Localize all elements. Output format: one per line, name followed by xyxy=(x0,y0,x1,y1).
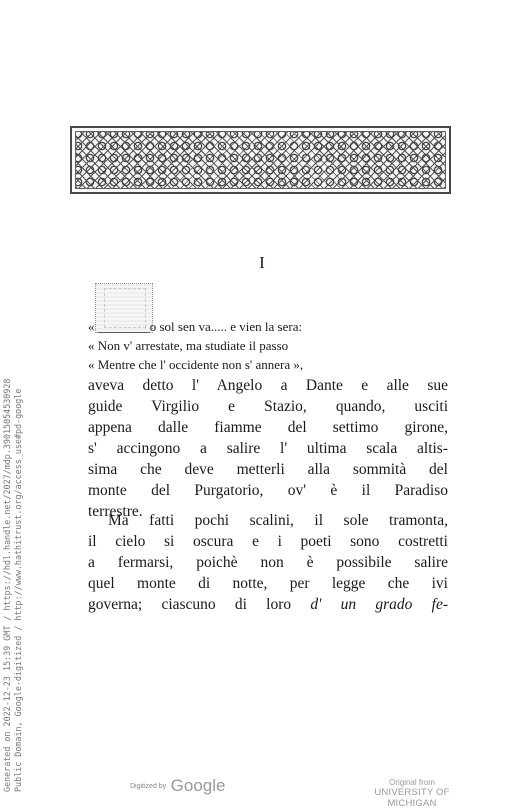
paragraph-2-line xyxy=(88,594,448,615)
paragraph-2 xyxy=(88,510,448,615)
digitized-by-badge xyxy=(130,776,225,796)
provenance-watermark xyxy=(2,379,24,792)
original-from-label: Original from xyxy=(389,778,435,787)
verse-line-1: « ________o sol sen va..... e vien la sera: xyxy=(88,319,303,334)
paragraph-1-line: monte del Purgatorio, ov' è il Paradiso xyxy=(88,482,448,499)
chapter-number: I xyxy=(259,253,266,272)
paragraph-1-line: sima che deve metterli alla sommità del xyxy=(88,461,448,478)
provenance-line-2: Public Domain, Google-digitized / http://www.hathitrust.org/access_use#pd-google xyxy=(13,388,23,792)
paragraph-1-line: terrestre. xyxy=(88,503,143,520)
paragraph-2-line: il cielo si oscura e i poeti sono costretti xyxy=(88,533,448,550)
verse-line-2: « Non v' arrestate, ma studiate il passo xyxy=(88,338,289,353)
decorative-header-ornament xyxy=(70,126,451,194)
provenance-line-1: Generated on 2022-12-23 15:39 GMT / https://hdl.handle.net/2027/mdp.39015054530928 xyxy=(2,378,12,792)
paragraph-1-line: aveva detto l' Angelo a Dante e alle sue xyxy=(88,377,448,394)
paragraph-2-line: a fermarsi, poichè non è possibile salire xyxy=(88,554,448,571)
paragraph-2-last-plain: governa; ciascuno di loro xyxy=(88,596,311,613)
paragraph-1 xyxy=(88,375,448,522)
verse-line-3: « Mentre che l' occidente non s' annera », xyxy=(88,357,304,372)
paragraph-2-line: Ma fatti pochi scalini, il sole tramonta, xyxy=(108,512,448,529)
paragraph-1-line: s' accingono a salire l' ultima scala altis- xyxy=(88,440,448,457)
paragraph-2-line: quel monte di notte, per legge che ivi xyxy=(88,575,448,592)
university-label: UNIVERSITY OF MICHIGAN xyxy=(374,787,450,809)
paragraph-1-line: appena dalle fiamme del settimo girone, xyxy=(88,419,448,436)
paragraph-1-line: guide Virgilio e Stazio, quando, usciti xyxy=(88,398,448,415)
digitized-by-label: Digitized by xyxy=(130,783,167,790)
google-logo: Google xyxy=(170,776,226,795)
paragraph-2-last-italic: d' un grado fe- xyxy=(310,596,448,613)
original-from-badge xyxy=(352,778,472,809)
